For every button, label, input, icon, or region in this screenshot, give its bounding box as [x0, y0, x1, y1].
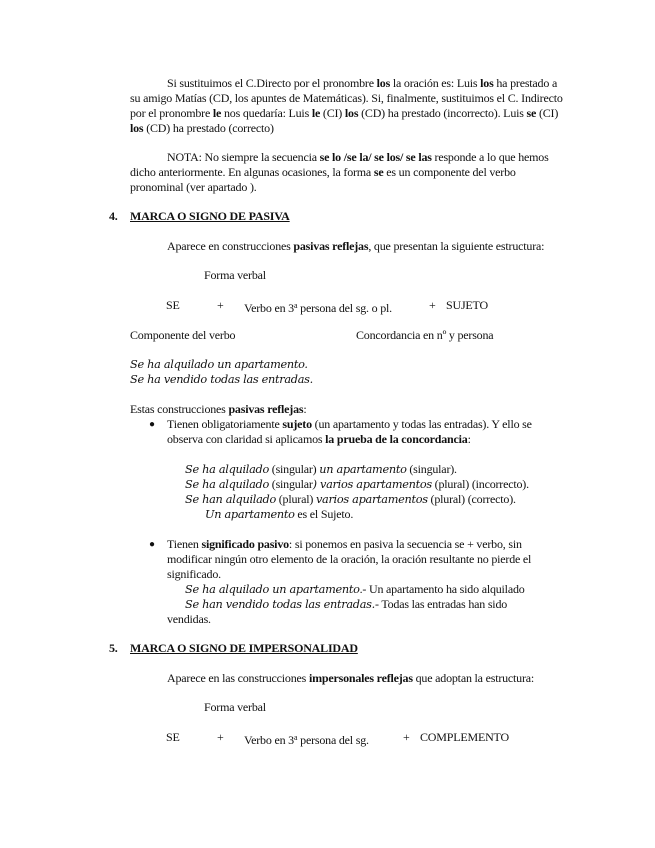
pasiva-example-1: Se ha alquilado un apartamento.- Un apartamento ha sido alquilado: [185, 582, 525, 596]
pasiva-example-2: Se han vendido todas las entradas.- Todas las entradas han sido: [185, 597, 508, 611]
section-5-intro: Aparece en las construcciones impersonales reflejas que adoptan la estructura:: [167, 671, 535, 685]
formula-se: SE: [166, 298, 180, 312]
formula-5-plus-2: +: [403, 730, 410, 744]
formula-5-se: SE: [166, 730, 180, 744]
formula-verbo: Verbo en 3$^a$ persona del sg. o pl.: [244, 301, 392, 315]
concordancia-example-3: Se han alquilado (plural) varios apartamentos (plural) (correcto).: [185, 492, 516, 506]
formula-plus-2: +: [429, 298, 436, 312]
paragraph-sustitucion: Si sustituimos el C.Directo por el pronombre los la oración es: Luis los ha prestado a su amigo Matías (CD, los apuntes de Matemáticas). Si, finalmente, sustituimos el C. Indirecto por el pronombre le nos quedaría: Luis le (CI) los (CD) ha prestado (incorrecto). Luis se (CI) los (CD) ha prestado (correcto): [130, 76, 563, 135]
concordancia-sujeto: Un apartamento es el Sujeto.: [205, 507, 354, 521]
section-5-forma-verbal: Forma verbal: [204, 700, 266, 714]
pasiva-example-2-cont: vendidas.: [167, 612, 211, 626]
concordancia-example-2: Se ha alquilado (singular) varios apartamentos (plural) (incorrecto).: [185, 477, 529, 491]
label-concordancia: Concordancia en nº y persona: [356, 328, 494, 342]
concordancia-example-1: Se ha alquilado (singular) un apartamento (singular).: [185, 462, 457, 476]
example-2: Se ha vendido todas las entradas.: [130, 373, 313, 386]
section-5-number: 5.: [109, 641, 118, 655]
section-4-number: 4.: [109, 209, 118, 223]
section-4-title: MARCA O SIGNO DE PASIVA: [130, 209, 290, 223]
formula-plus-1: +: [217, 298, 224, 312]
example-1: Se ha alquilado un apartamento.: [130, 358, 308, 371]
section-4-forma-verbal: Forma verbal: [204, 268, 266, 282]
formula-sujeto: SUJETO: [446, 298, 488, 312]
bullet-2-text: Tienen significado pasivo: si ponemos en pasiva la secuencia se + verbo, sin modificar ningún otro elemento de la oración, la oración resultante no pierde el significado.: [167, 537, 532, 581]
estas-construcciones: Estas construcciones pasivas reflejas:: [130, 402, 307, 416]
bullet-icon: ●: [149, 539, 155, 550]
bullet-icon: ●: [149, 419, 155, 430]
formula-5-complemento: COMPLEMENTO: [420, 730, 509, 744]
bullet-1-text: Tienen obligatoriamente sujeto (un apartamento y todas las entradas). Y ello se observa con claridad si aplicamos la prueba de la concordancia:: [167, 417, 532, 446]
formula-5-plus-1: +: [217, 730, 224, 744]
label-componente-verbo: Componente del verbo: [130, 328, 236, 342]
paragraph-nota: NOTA: No siempre la secuencia se lo /se la/ se los/ se las responde a lo que hemos dicho anteriormente. En algunas ocasiones, la forma se es un componente del verbo pronominal (ver apartado ).: [130, 150, 549, 194]
section-5-title: MARCA O SIGNO DE IMPERSONALIDAD: [130, 641, 358, 655]
formula-5-verbo: Verbo en 3$^a$ persona del sg.: [244, 733, 369, 747]
section-4-intro: Aparece en construcciones pasivas reflejas, que presentan la siguiente estructura:: [167, 239, 545, 253]
